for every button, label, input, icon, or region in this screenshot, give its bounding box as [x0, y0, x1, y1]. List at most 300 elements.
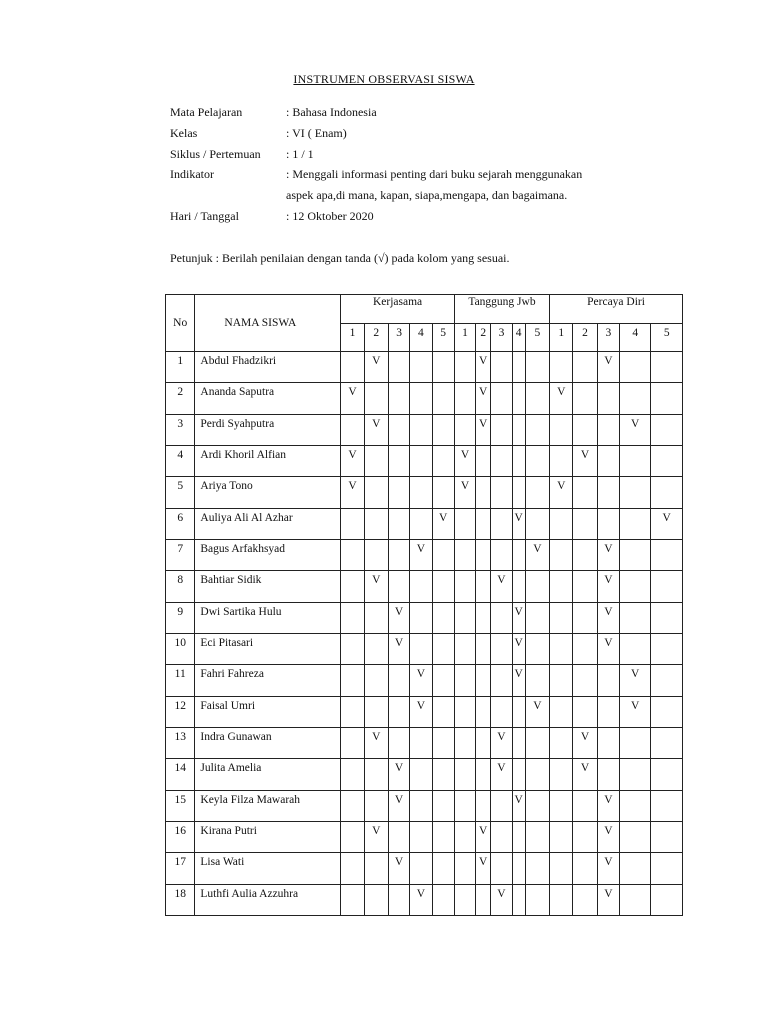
score-cell: [550, 414, 573, 445]
check-mark: V: [476, 853, 491, 884]
check-mark: V: [512, 508, 525, 539]
score-cell: [651, 790, 683, 821]
score-cell: [364, 602, 388, 633]
check-mark: V: [525, 539, 549, 570]
score-cell: [512, 696, 525, 727]
score-cell: [432, 727, 454, 758]
score-cell: [476, 633, 491, 664]
table-row: [166, 477, 683, 508]
score-cell: [432, 571, 454, 602]
student-name: Kirana Putri: [195, 821, 341, 852]
check-mark: V: [597, 853, 619, 884]
score-cell: [512, 539, 525, 570]
score-cell: [573, 884, 597, 915]
score-cell: [432, 759, 454, 790]
score-cell: [432, 539, 454, 570]
score-cell: [341, 759, 364, 790]
score-header: 5: [651, 324, 683, 352]
score-cell: [454, 383, 475, 414]
score-cell: [525, 602, 549, 633]
score-cell: [651, 665, 683, 696]
info-row: [170, 187, 650, 208]
header-no: No: [166, 295, 195, 352]
score-cell: [597, 383, 619, 414]
score-cell: [410, 821, 432, 852]
check-mark: V: [573, 445, 597, 476]
table-row: [166, 759, 683, 790]
score-cell: [364, 633, 388, 664]
score-cell: [550, 665, 573, 696]
info-value: : Menggali informasi penting dari buku sejarah menggunakan: [286, 167, 583, 182]
score-cell: [651, 571, 683, 602]
score-cell: [491, 633, 512, 664]
row-number: 13: [166, 727, 195, 758]
score-cell: [525, 853, 549, 884]
student-name: Fahri Fahreza: [195, 665, 341, 696]
score-cell: [491, 352, 512, 383]
score-cell: [432, 445, 454, 476]
score-cell: [550, 790, 573, 821]
score-cell: [597, 696, 619, 727]
info-value: aspek apa,di mana, kapan, siapa,mengapa, dan bagaimana.: [286, 188, 568, 203]
student-name: Faisal Umri: [195, 696, 341, 727]
table-row: [166, 539, 683, 570]
student-name: Dwi Sartika Hulu: [195, 602, 341, 633]
info-label: Siklus / Pertemuan: [170, 146, 261, 161]
score-cell: [597, 445, 619, 476]
score-cell: [454, 539, 475, 570]
check-mark: V: [388, 759, 409, 790]
score-cell: [341, 665, 364, 696]
score-cell: [341, 508, 364, 539]
score-cell: [491, 821, 512, 852]
score-cell: [491, 508, 512, 539]
score-cell: [573, 477, 597, 508]
info-value: : 1 / 1: [286, 146, 314, 161]
score-cell: [573, 602, 597, 633]
check-mark: V: [491, 759, 512, 790]
score-header: 2: [476, 324, 491, 352]
student-name: Julita Amelia: [195, 759, 341, 790]
score-cell: [512, 853, 525, 884]
check-mark: V: [512, 790, 525, 821]
score-header: 2: [573, 324, 597, 352]
header-kerjasama: Kerjasama: [341, 295, 455, 324]
score-cell: [651, 445, 683, 476]
info-section: [170, 104, 650, 229]
score-cell: [341, 633, 364, 664]
score-cell: [651, 383, 683, 414]
check-mark: V: [620, 696, 651, 727]
score-cell: [388, 445, 409, 476]
score-cell: [620, 853, 651, 884]
score-cell: [525, 790, 549, 821]
score-cell: [651, 477, 683, 508]
score-cell: [491, 383, 512, 414]
student-name: Eci Pitasari: [195, 633, 341, 664]
score-cell: [388, 727, 409, 758]
score-cell: [410, 759, 432, 790]
score-cell: [550, 633, 573, 664]
info-row: [170, 146, 650, 167]
score-cell: [512, 477, 525, 508]
row-number: 15: [166, 790, 195, 821]
table-row: [166, 633, 683, 664]
score-cell: [341, 571, 364, 602]
score-cell: [454, 633, 475, 664]
info-row: [170, 125, 650, 146]
table-row: [166, 790, 683, 821]
score-cell: [476, 884, 491, 915]
score-cell: [364, 696, 388, 727]
info-value: : 12 Oktober 2020: [286, 208, 374, 223]
table-row: [166, 884, 683, 915]
info-row: [170, 208, 650, 229]
score-cell: [476, 727, 491, 758]
score-cell: [550, 508, 573, 539]
score-cell: [388, 539, 409, 570]
header-tanggung-jwb: Tanggung Jwb: [454, 295, 549, 324]
row-number: 17: [166, 853, 195, 884]
info-row: [170, 104, 650, 125]
check-mark: V: [364, 727, 388, 758]
header-name: NAMA SISWA: [195, 295, 341, 352]
score-cell: [410, 508, 432, 539]
check-mark: V: [597, 884, 619, 915]
score-cell: [454, 352, 475, 383]
score-cell: [620, 508, 651, 539]
score-cell: [341, 602, 364, 633]
score-cell: [491, 539, 512, 570]
score-cell: [410, 790, 432, 821]
score-cell: [341, 539, 364, 570]
score-cell: [550, 352, 573, 383]
score-cell: [432, 414, 454, 445]
score-cell: [364, 790, 388, 821]
score-cell: [364, 508, 388, 539]
score-cell: [651, 853, 683, 884]
score-cell: [341, 414, 364, 445]
score-cell: [597, 665, 619, 696]
score-header: 4: [410, 324, 432, 352]
score-header: 1: [550, 324, 573, 352]
score-cell: [573, 821, 597, 852]
row-number: 18: [166, 884, 195, 915]
score-cell: [491, 790, 512, 821]
score-cell: [573, 665, 597, 696]
score-cell: [454, 790, 475, 821]
score-cell: [620, 633, 651, 664]
score-cell: [454, 508, 475, 539]
check-mark: V: [573, 727, 597, 758]
score-cell: [388, 665, 409, 696]
score-cell: [525, 633, 549, 664]
check-mark: V: [364, 821, 388, 852]
student-name: Bagus Arfakhsyad: [195, 539, 341, 570]
score-cell: [432, 633, 454, 664]
score-cell: [432, 821, 454, 852]
check-mark: V: [512, 633, 525, 664]
score-header: 3: [491, 324, 512, 352]
score-cell: [388, 477, 409, 508]
score-cell: [573, 790, 597, 821]
score-cell: [454, 759, 475, 790]
check-mark: V: [388, 853, 409, 884]
score-cell: [364, 477, 388, 508]
score-header: 3: [597, 324, 619, 352]
info-value: : Bahasa Indonesia: [286, 105, 377, 119]
score-cell: [364, 884, 388, 915]
check-mark: V: [476, 414, 491, 445]
check-mark: V: [364, 571, 388, 602]
score-cell: [620, 571, 651, 602]
score-cell: [364, 383, 388, 414]
score-cell: [597, 414, 619, 445]
score-cell: [410, 477, 432, 508]
score-cell: [476, 759, 491, 790]
header-percaya-diri: Percaya Diri: [550, 295, 683, 324]
score-cell: [550, 759, 573, 790]
check-mark: V: [620, 414, 651, 445]
table-row: [166, 696, 683, 727]
score-cell: [620, 821, 651, 852]
score-cell: [491, 445, 512, 476]
row-number: 1: [166, 352, 195, 383]
score-cell: [573, 414, 597, 445]
info-value: : VI ( Enam): [286, 125, 347, 140]
table-row: [166, 352, 683, 383]
score-cell: [525, 571, 549, 602]
check-mark: V: [597, 602, 619, 633]
check-mark: V: [476, 383, 491, 414]
score-cell: [512, 821, 525, 852]
score-cell: [620, 477, 651, 508]
check-mark: V: [651, 508, 683, 539]
student-name: Ananda Saputra: [195, 383, 341, 414]
score-cell: [597, 727, 619, 758]
score-header: 4: [512, 324, 525, 352]
score-cell: [491, 696, 512, 727]
table-row: [166, 383, 683, 414]
check-mark: V: [597, 821, 619, 852]
score-cell: [512, 759, 525, 790]
check-mark: V: [410, 539, 432, 570]
check-mark: V: [573, 759, 597, 790]
score-cell: [651, 696, 683, 727]
score-cell: [651, 759, 683, 790]
score-cell: [525, 383, 549, 414]
check-mark: V: [364, 414, 388, 445]
student-name: Ariya Tono: [195, 477, 341, 508]
score-cell: [512, 414, 525, 445]
student-name: Indra Gunawan: [195, 727, 341, 758]
score-cell: [341, 352, 364, 383]
score-cell: [620, 759, 651, 790]
info-row: [170, 166, 650, 187]
table-row: [166, 508, 683, 539]
check-mark: V: [491, 884, 512, 915]
info-label: Hari / Tanggal: [170, 208, 239, 223]
score-cell: [525, 821, 549, 852]
score-cell: [651, 352, 683, 383]
row-number: 5: [166, 477, 195, 508]
score-cell: [432, 383, 454, 414]
table-row: [166, 445, 683, 476]
row-number: 9: [166, 602, 195, 633]
document-title: INSTRUMEN OBSERVASI SISWA: [293, 72, 475, 86]
score-cell: [512, 383, 525, 414]
row-number: 11: [166, 665, 195, 696]
score-cell: [620, 602, 651, 633]
score-cell: [341, 696, 364, 727]
student-name: Auliya Ali Al Azhar: [195, 508, 341, 539]
score-cell: [432, 884, 454, 915]
score-cell: [454, 665, 475, 696]
student-name: Lisa Wati: [195, 853, 341, 884]
score-cell: [550, 884, 573, 915]
score-cell: [476, 696, 491, 727]
table-body: [166, 352, 683, 916]
check-mark: V: [364, 352, 388, 383]
score-cell: [410, 383, 432, 414]
score-cell: [454, 821, 475, 852]
score-cell: [432, 696, 454, 727]
score-cell: [364, 539, 388, 570]
score-cell: [476, 539, 491, 570]
score-cell: [525, 665, 549, 696]
score-cell: [410, 445, 432, 476]
score-cell: [341, 727, 364, 758]
score-header: 3: [388, 324, 409, 352]
info-label: Kelas: [170, 125, 198, 140]
score-cell: [525, 414, 549, 445]
check-mark: V: [597, 633, 619, 664]
score-cell: [651, 884, 683, 915]
score-cell: [651, 727, 683, 758]
check-mark: V: [476, 821, 491, 852]
observation-table: [165, 294, 683, 916]
check-mark: V: [410, 696, 432, 727]
score-cell: [573, 633, 597, 664]
score-cell: [512, 727, 525, 758]
score-cell: [454, 727, 475, 758]
score-cell: [525, 477, 549, 508]
student-name: Perdi Syahputra: [195, 414, 341, 445]
table-row: [166, 821, 683, 852]
score-cell: [597, 759, 619, 790]
score-cell: [476, 790, 491, 821]
score-cell: [410, 853, 432, 884]
row-number: 6: [166, 508, 195, 539]
score-cell: [410, 602, 432, 633]
score-cell: [454, 571, 475, 602]
check-mark: V: [388, 602, 409, 633]
score-cell: [512, 352, 525, 383]
check-mark: V: [597, 571, 619, 602]
check-mark: V: [388, 790, 409, 821]
check-mark: V: [525, 696, 549, 727]
info-label: Indikator: [170, 167, 214, 182]
score-cell: [341, 790, 364, 821]
score-cell: [454, 853, 475, 884]
check-mark: V: [512, 665, 525, 696]
score-cell: [525, 508, 549, 539]
score-cell: [651, 414, 683, 445]
row-number: 16: [166, 821, 195, 852]
score-cell: [525, 884, 549, 915]
table-row: [166, 571, 683, 602]
score-cell: [620, 383, 651, 414]
student-name: Bahtiar Sidik: [195, 571, 341, 602]
score-cell: [491, 853, 512, 884]
check-mark: V: [550, 477, 573, 508]
score-cell: [550, 571, 573, 602]
score-cell: [454, 414, 475, 445]
header-row-groups: [166, 295, 683, 324]
check-mark: V: [597, 352, 619, 383]
instructions: Petunjuk : Berilah penilaian dengan tanda (√) pada kolom yang sesuai.: [170, 251, 510, 265]
score-cell: [550, 821, 573, 852]
score-cell: [364, 759, 388, 790]
score-header: 4: [620, 324, 651, 352]
score-cell: [651, 602, 683, 633]
score-cell: [620, 790, 651, 821]
table-row: [166, 602, 683, 633]
score-cell: [573, 508, 597, 539]
score-cell: [573, 571, 597, 602]
row-number: 14: [166, 759, 195, 790]
score-cell: [512, 571, 525, 602]
check-mark: V: [410, 665, 432, 696]
check-mark: V: [476, 352, 491, 383]
score-cell: [410, 571, 432, 602]
score-cell: [364, 665, 388, 696]
score-header: 1: [454, 324, 475, 352]
score-cell: [432, 853, 454, 884]
score-cell: [573, 352, 597, 383]
score-cell: [525, 727, 549, 758]
check-mark: V: [597, 539, 619, 570]
score-cell: [550, 539, 573, 570]
check-mark: V: [620, 665, 651, 696]
score-cell: [432, 602, 454, 633]
score-cell: [525, 759, 549, 790]
score-cell: [550, 853, 573, 884]
score-cell: [620, 445, 651, 476]
row-number: 8: [166, 571, 195, 602]
score-cell: [476, 445, 491, 476]
score-cell: [454, 884, 475, 915]
score-cell: [432, 790, 454, 821]
info-label: Mata Pelajaran: [170, 105, 243, 119]
score-cell: [550, 696, 573, 727]
score-cell: [341, 853, 364, 884]
student-name: Keyla Filza Mawarah: [195, 790, 341, 821]
score-cell: [573, 696, 597, 727]
score-header: 5: [432, 324, 454, 352]
score-cell: [597, 477, 619, 508]
score-cell: [651, 821, 683, 852]
score-cell: [410, 414, 432, 445]
check-mark: V: [454, 445, 475, 476]
score-cell: [573, 539, 597, 570]
check-mark: V: [491, 727, 512, 758]
check-mark: V: [597, 790, 619, 821]
check-mark: V: [432, 508, 454, 539]
check-mark: V: [341, 383, 364, 414]
score-cell: [651, 633, 683, 664]
score-cell: [432, 352, 454, 383]
